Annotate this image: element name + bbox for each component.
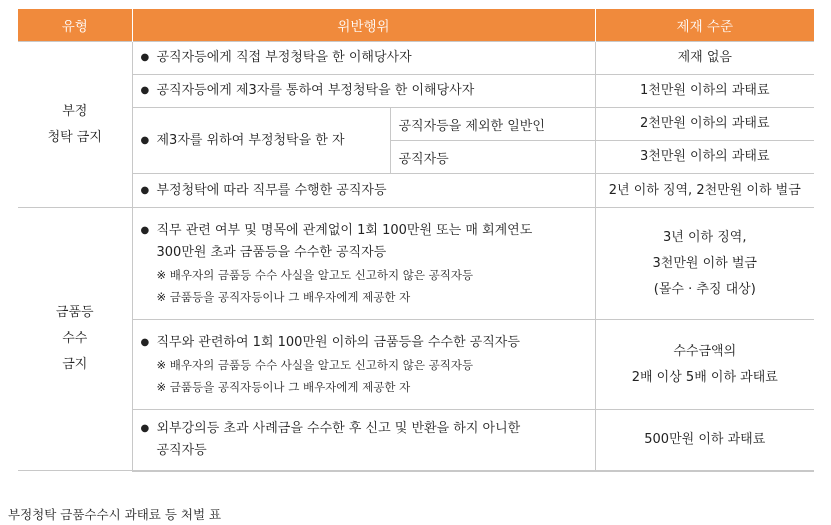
sanction-cell: 2천만원 이하의 과태료 — [595, 108, 814, 141]
violation-cell: ● 부정청탁에 따라 직무를 수행한 공직자등 — [132, 174, 595, 208]
bullet-icon: ● — [140, 336, 150, 348]
sanction-cell: 500만원 이하 과태료 — [595, 410, 814, 471]
bullet-icon: ● — [140, 85, 150, 96]
penalty-table — [18, 9, 814, 472]
violation-cell: ● 직무와 관련하여 1회 100만원 이하의 금품등을 수수한 공직자등 ※ 배우자의 금품등 수수 사실을 알고도 신고하지 않은 공직자등 ※ 금품등을 공직자등이나 그 배우자에게 제공한 자 — [132, 320, 595, 410]
note-text: ※ 배우자의 금품등 수수 사실을 알고도 신고하지 않은 공직자등 — [156, 267, 474, 282]
sub-violation-cell: 공직자등을 제외한 일반인 — [390, 108, 595, 141]
violation-cell: ● 직무 관련 여부 및 명목에 관계없이 1회 100만원 또는 매 회계연도 300만원 초과 금품등을 수수한 공직자등 ※ 배우자의 금품등 수수 사실을 알고도 신고하지 않은 공직자등 ※ 금품등을 공직자등이나 그 배우자에게 제공한 자 — [132, 208, 595, 320]
violation-cell: ● 외부강의등 초과 사례금을 수수한 후 신고 및 반환을 하지 아니한 공직자등 — [132, 410, 595, 471]
header-row — [18, 9, 814, 42]
table-row — [18, 174, 814, 208]
sub-violation-cell: 공직자등 — [390, 141, 595, 174]
header-violation: 위반행위 — [132, 9, 595, 42]
sanction-cell: 1천만원 이하의 과태료 — [595, 75, 814, 108]
note-text: ※ 금품등을 공직자등이나 그 배우자에게 제공한 자 — [156, 379, 411, 394]
bullet-icon: ● — [140, 52, 150, 63]
sanction-cell: 수수금액의 2배 이상 5배 이하 과태료 — [595, 320, 814, 410]
sanction-cell: 제재 없음 — [595, 42, 814, 75]
table-row — [18, 108, 814, 141]
bullet-icon: ● — [140, 134, 150, 146]
sanction-cell: 2년 이하 징역, 2천만원 이하 벌금 — [595, 174, 814, 208]
header-sanction: 제재 수준 — [595, 9, 814, 42]
type-cell-solicitation: 부정 청탁 금지 — [18, 42, 132, 208]
header-type: 유형 — [18, 9, 132, 42]
violation-cell: ● 제3자를 위하여 부정청탁을 한 자 — [132, 108, 390, 174]
type-cell-gift: 금품등 수수 금지 — [18, 208, 132, 471]
table-row — [18, 320, 814, 410]
table-caption: 부정청탁 금품수수시 과태료 등 처벌 표 — [8, 507, 222, 522]
sanction-cell: 3천만원 이하의 과태료 — [595, 141, 814, 174]
violation-cell: ● 공직자등에게 직접 부정청탁을 한 이해당사자 — [132, 42, 595, 75]
table-row — [18, 208, 814, 320]
bullet-icon: ● — [140, 184, 150, 196]
note-text: ※ 금품등을 공직자등이나 그 배우자에게 제공한 자 — [156, 289, 411, 304]
table-row — [18, 75, 814, 108]
bullet-icon: ● — [140, 422, 150, 434]
sanction-cell: 3년 이하 징역, 3천만원 이하 벌금 (몰수 · 추징 대상) — [595, 208, 814, 320]
violation-cell: ● 공직자등에게 제3자를 통하여 부정청탁을 한 이해당사자 — [132, 75, 595, 108]
bullet-icon: ● — [140, 224, 150, 236]
table-row — [18, 42, 814, 75]
table-row — [18, 410, 814, 471]
note-text: ※ 배우자의 금품등 수수 사실을 알고도 신고하지 않은 공직자등 — [156, 357, 474, 372]
